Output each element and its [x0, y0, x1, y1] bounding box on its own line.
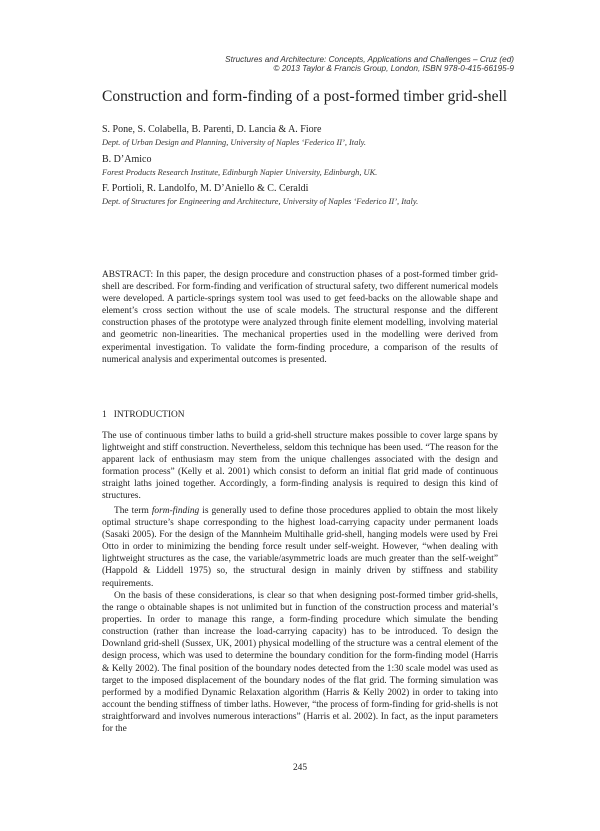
paragraph-2-text-b: is generally used to define those procedures applied to obtain the most likely optimal structure’s shape corresponding to the highest load-carrying capacity under permanent loads (Sasaki 2005). For the design of the Mannheim Multihalle grid-shell, hanging models were used by Frei Otto in order to minimizing the bending force result under self-weight. However, “when dealing with lightweight structures as the case, the variable/asymmetric loads are much greater than the self-weight” (Happold & Liddell 1975) so, the structural design in mainly driven by stiffness and stability requirements. [102, 506, 498, 589]
author-line-2: B. D’Amico [102, 154, 152, 165]
paper-title: Construction and form-finding of a post-formed timber grid-shell [102, 88, 508, 105]
author-line-1: S. Pone, S. Colabella, B. Parenti, D. Lancia & A. Fiore [102, 124, 322, 135]
affiliation-line-1: Dept. of Urban Design and Planning, University of Naples ‘Federico II’, Italy. [102, 138, 366, 147]
paragraph-3: On the basis of these considerations, is clear so that when designing post-formed timber grid-shells, the range o obtainable shapes is not unlimited but in function of the construction process and material’s properties. In order to manage this range, a form-finding procedure which simulate the bending construction (rather than increase the load-carrying capacity) has to be introduced. To design the Downland grid-shell (Sussex, UK, 2001) physical modelling of the structure was a central element of the design process, which was used to determine the boundary condition for the form-finding model (Harris & Kelly 2002). The final position of the boundary nodes detected from the 1:30 scale model was used as target to the imposed displacement of the boundary nodes of the flat grid. The forming simulation was performed by a modified Dynamic Relaxation algorithm (Harris & Kelly 2002) in order to taking into account the bending stiffness of timber laths. However, “the process of form-finding for grid-shells is not straightforward and involves numerous interactions” (Harris et al. 2002). In fact, as the input parameters for the [102, 591, 498, 735]
paragraph-2 [102, 505, 498, 590]
page-number: 245 [292, 763, 308, 773]
running-header-book-title: Structures and Architecture: Concepts, Applications and Challenges – Cruz (ed) [225, 55, 514, 64]
paragraph-2-text-a: The term [114, 506, 152, 516]
affiliation-line-2: Forest Products Research Institute, Edinburgh Napier University, Edinburgh, UK. [102, 168, 378, 177]
section-title: INTRODUCTION [113, 410, 185, 420]
section-number: 1 [102, 410, 107, 420]
paragraph-1: The use of continuous timber laths to build a grid-shell structure makes possible to cover large spans by lightweight and stiff construction. Nevertheless, seldom this technique has been used. “The reason for the apparent lack of enthusiasm may stem from the unique challenges associated with the design and formation process” (Kelly et al. 2001) which consist to deform an initial flat grid made of continuous straight laths joined together. Accordingly, a form-finding analysis is required to design this kind of structures. [102, 431, 498, 502]
section-heading [102, 409, 185, 421]
author-line-3: F. Portioli, R. Landolfo, M. D’Aniello & C. Ceraldi [102, 183, 309, 194]
paragraph-2-emphasis: form-finding [151, 506, 200, 516]
running-header-copyright: © 2013 Taylor & Francis Group, London, ISBN 978-0-415-66195-9 [273, 64, 514, 73]
affiliation-line-3: Dept. of Structures for Engineering and Architecture, University of Naples ‘Federico II’, Italy. [102, 197, 419, 206]
abstract: ABSTRACT: In this paper, the design procedure and construction phases of a post-formed timber grid-shell are described. For form-finding and verification of structural safety, two different numerical models were developed. A particle-springs system tool was used to get feed-backs on the allowable shape and element’s cross section without the use of scale models. The structural response and the different construction phases of the prototype were analyzed through finite element modelling, involving material and geometric non-linearities. The mechanical properties used in the modelling were derived from experimental investigation. To validate the form-finding procedure, a comparison of the results of numerical analysis and experimental outcomes is presented. [102, 270, 498, 365]
